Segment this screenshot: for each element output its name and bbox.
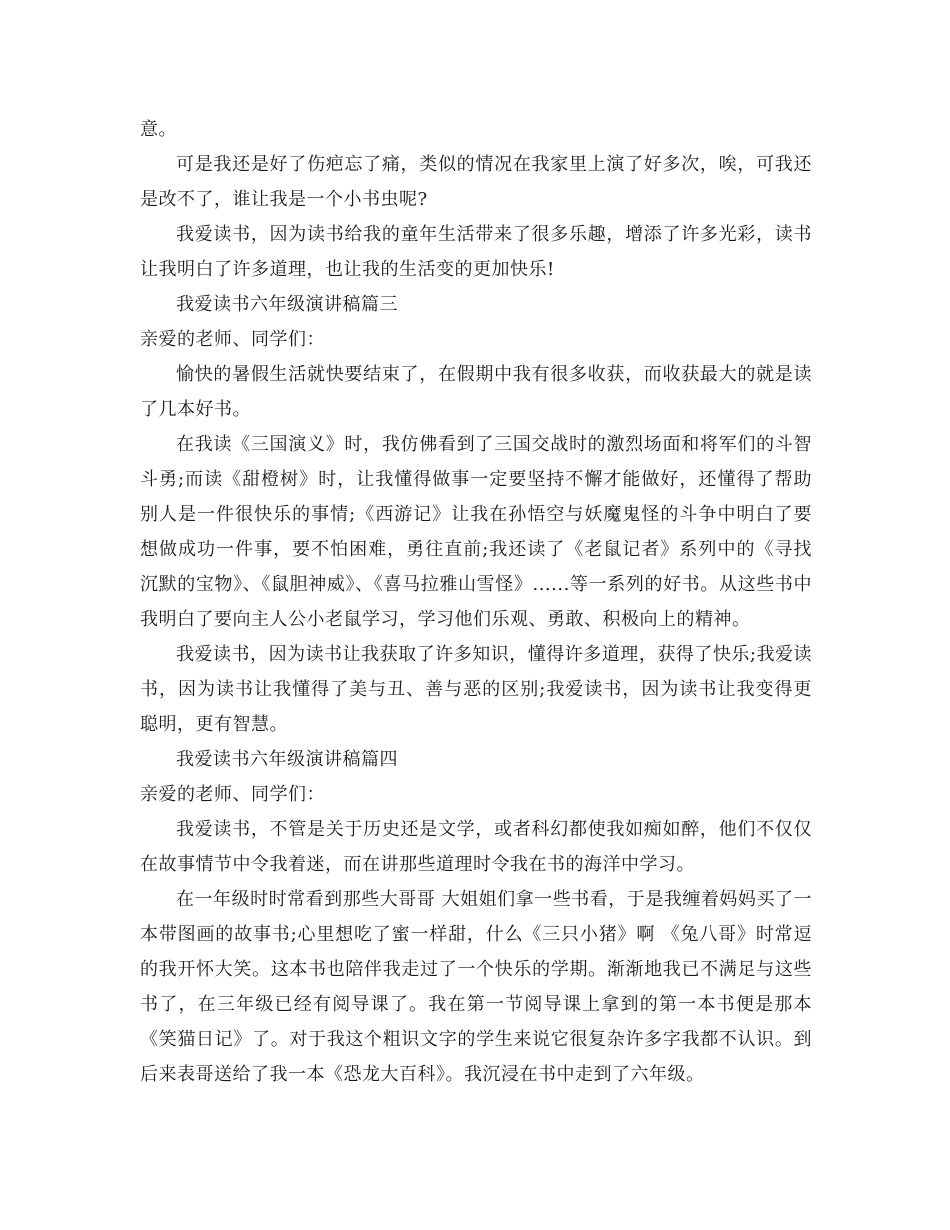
paragraph-continuation: 意。 (140, 119, 177, 140)
section-heading-4: 我爱读书六年级演讲稿篇四 (176, 749, 398, 770)
paragraph: 在一年级时时常看到那些大哥哥 大姐姐们拿一些书看，于是我缠着妈妈买了一本带图画的故事书;心里想吃了蜜一样甜，什么《三只小猪》啊 《兔八哥》时常逗的我开怀大笑。这本书也陪伴我走过了一个快乐的学期。渐渐地我已不满足与这些书了，在三年级已经有阅导课了。我在第一节阅导课上拿到的第一本书便是那本《笑猫日记》了。对于我这个粗识文字的学生来说它很复杂许多字我都不认识。到后来表哥送给了我一本《恐龙大百科》。我沉浸在书中走到了六年级。 (140, 889, 812, 1085)
section-heading-3: 我爱读书六年级演讲稿篇三 (176, 294, 398, 315)
paragraph: 愉快的暑假生活就快要结束了，在假期中我有很多收获，而收获最大的就是读了几本好书。 (140, 364, 812, 420)
salutation: 亲爱的老师、同学们： (140, 784, 325, 805)
paragraph: 我爱读书，因为读书给我的童年生活带来了很多乐趣，增添了许多光彩，读书让我明白了许多道理，也让我的生活变的更加快乐! (140, 224, 812, 280)
paragraph: 可是我还是好了伤疤忘了痛，类似的情况在我家里上演了好多次，唉，可我还是改不了，谁让我是一个小书虫呢? (140, 154, 812, 210)
paragraph: 在我读《三国演义》时，我仿佛看到了三国交战时的激烈场面和将军们的斗智斗勇;而读《甜橙树》时，让我懂得做事一定要坚持不懈才能做好，还懂得了帮助别人是一件很快乐的事情;《西游记》让我在孙悟空与妖魔鬼怪的斗争中明白了要想做成功一件事，要不怕困难，勇往直前;我还读了《老鼠记者》系列中的《寻找沉默的宝物》、《鼠胆神威》、《喜马拉雅山雪怪》......等一系列的好书。从这些书中我明白了要向主人公小老鼠学习，学习他们乐观、勇敢、积极向上的精神。 (140, 434, 812, 630)
paragraph: 我爱读书，不管是关于历史还是文学，或者科幻都使我如痴如醉，他们不仅仅在故事情节中令我着迷，而在讲那些道理时令我在书的海洋中学习。 (140, 819, 812, 875)
paragraph: 我爱读书，因为读书让我获取了许多知识，懂得许多道理，获得了快乐;我爱读书，因为读书让我懂得了美与丑、善与恶的区别;我爱读书，因为读书让我变得更聪明，更有智慧。 (140, 644, 812, 735)
document-page (140, 112, 812, 1092)
salutation: 亲爱的老师、同学们： (140, 329, 325, 350)
